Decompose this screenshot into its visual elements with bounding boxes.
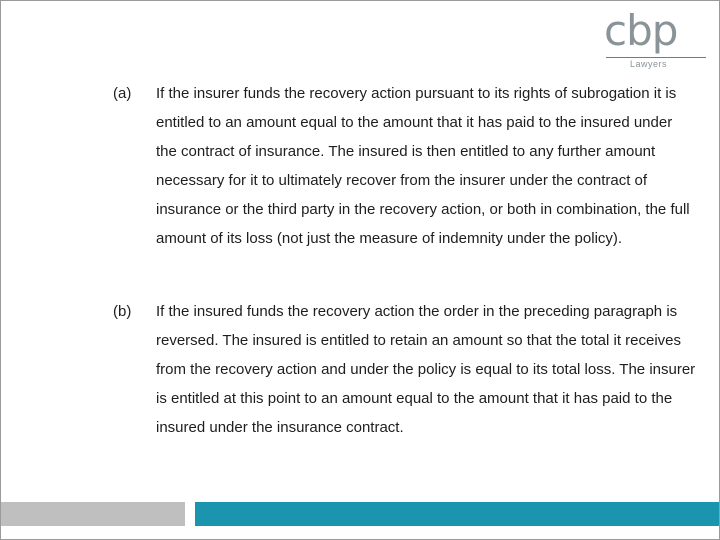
item-label: (a) — [113, 85, 132, 102]
footer-teal-bar — [195, 502, 719, 526]
footer-grey-bar — [1, 502, 185, 526]
item-label: (b) — [113, 303, 132, 320]
logo-wordmark: cbp — [604, 6, 678, 55]
logo-underline — [606, 57, 706, 58]
item-text: If the insured funds the recovery action the order in the preceding paragraph is reversed. The insured is entitled to retain an amount so that the total it receives from the recovery action and under the policy is equal to its total loss. The insurer is entitled at this point to an amount equal to the amount that it has paid to the insured under the insurance contract. — [156, 303, 696, 436]
cbp-logo — [604, 6, 714, 70]
logo-subtitle: Lawyers — [630, 59, 668, 69]
item-text: If the insurer funds the recovery action pursuant to its rights of subrogation it is entitled to an amount equal to the amount that it has paid to the insured under the contract of insurance. The insured is then entitled to any further amount necessary for it to ultimately recover from the insurer under the contract of insurance or the third party in the recovery action, or both in combination, the full amount of its loss (not just the measure of indemnity under the policy). — [156, 85, 690, 247]
